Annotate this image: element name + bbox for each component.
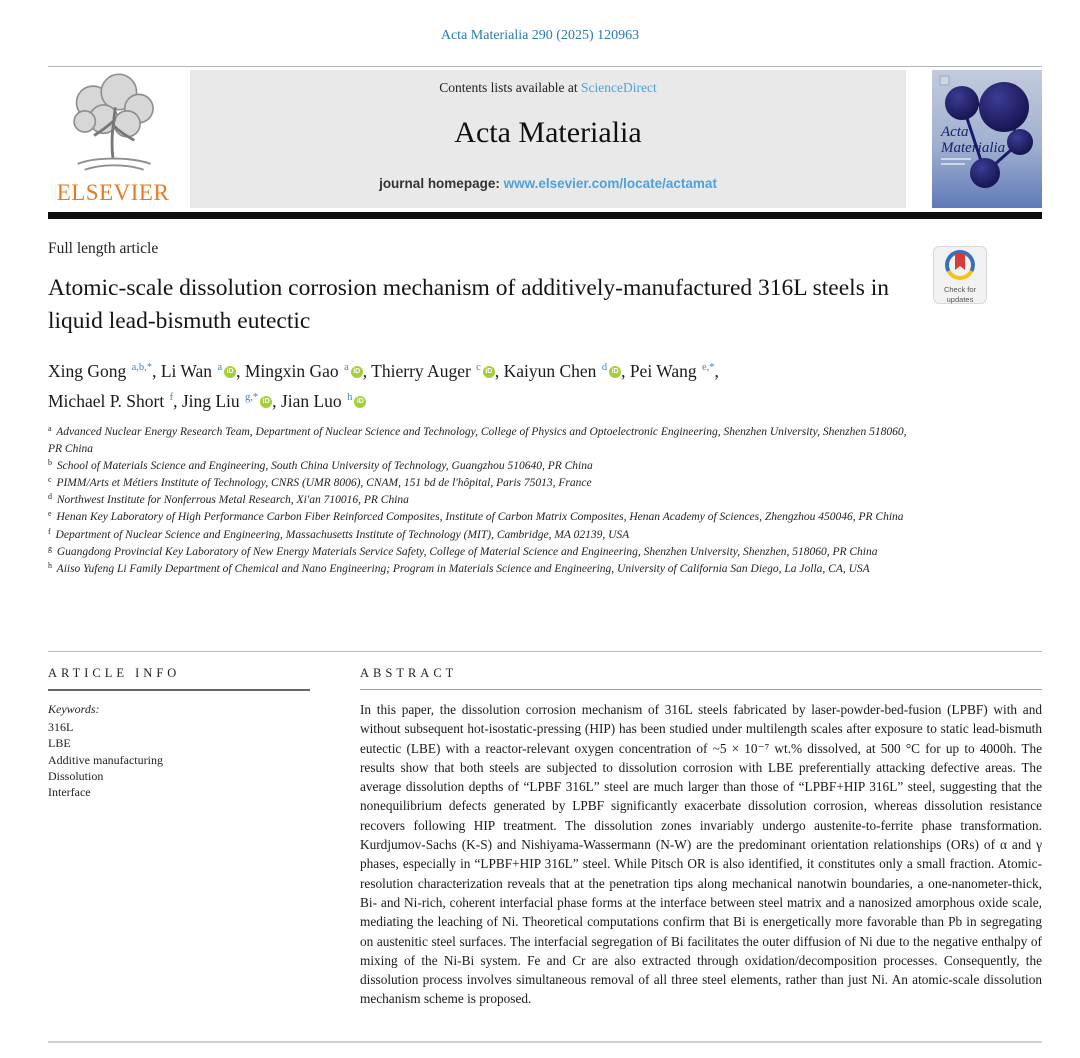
keyword-item: Interface: [48, 785, 91, 800]
check-updates-icon: [945, 250, 975, 280]
affiliation-text: PIMM/Arts et Métiers Institute of Technology, CNRS (UMR 8006), CNAM, 151 bd de l'hôpital, Paris 75013, France: [53, 476, 592, 489]
keywords-label: Keywords:: [48, 702, 100, 716]
affiliation-text: School of Materials Science and Engineering, South China University of Technology, Guangzhou 510640, PR China: [54, 459, 593, 472]
sciencedirect-link[interactable]: ScienceDirect: [581, 80, 657, 95]
affiliation-item: [48, 424, 908, 458]
affiliation-text: Northwest Institute for Nonferrous Metal Research, Xi'an 710016, PR China: [54, 494, 409, 507]
author-affiliation-superscript-link[interactable]: h: [347, 392, 353, 403]
author-name: Thierry Auger: [371, 361, 476, 381]
orcid-icon[interactable]: iD: [609, 366, 621, 378]
author: Jing Liu $^{g,*}$ iD ,: [181, 391, 281, 411]
affiliation-superscript: e: [48, 509, 52, 519]
journal-homepage-line: [190, 176, 906, 191]
abstract-rule: [360, 689, 1042, 690]
author: Kaiyun Chen $^d$ iD ,: [503, 361, 630, 381]
author-list: [48, 358, 918, 418]
keyword-item: 316L: [48, 720, 74, 734]
author-affiliation-superscript-link[interactable]: f: [169, 392, 174, 403]
elsevier-wordmark: ELSEVIER: [56, 180, 170, 205]
check-updates-label-line1: Check for: [943, 285, 977, 294]
author-name: Xing Gong: [48, 361, 131, 381]
author-name: Jian Luo: [280, 391, 347, 411]
affiliation-item: [48, 544, 908, 561]
author-name: Michael P. Short: [48, 391, 169, 411]
cover-title-line1: Acta: [941, 124, 969, 140]
author-affiliation-superscript-link[interactable]: a: [217, 362, 223, 373]
author-name: Mingxin Gao: [244, 361, 344, 381]
affiliation-text: Henan Key Laboratory of High Performance Carbon Fiber Reinforced Composites, Institute of Carbon Matrix Composites, Henan Academy of Sciences, Zhengzhou 450046, PR China: [53, 511, 904, 524]
affiliation-superscript: f: [48, 526, 51, 536]
keyword-item: Additive manufacturing: [48, 752, 163, 767]
affiliation-superscript: g: [48, 544, 52, 554]
affiliation-superscript: a: [48, 424, 52, 433]
affiliation-text: Department of Nuclear Science and Engineering, Massachusetts Institute of Technology (MIT), Cambridge, MA 02139, USA: [52, 528, 630, 541]
author-name: Kaiyun Chen: [503, 361, 601, 381]
orcid-icon[interactable]: iD: [483, 366, 495, 378]
affiliation-superscript: d: [48, 492, 52, 502]
affiliation-item: [48, 458, 908, 475]
abstract-heading: ABSTRACT: [360, 666, 458, 680]
affiliation-text: Guangdong Provincial Key Laboratory of New Energy Materials Service Safety, College of Material Science and Engineering, Shenzhen University, Shenzhen, 518060, PR China: [54, 546, 878, 559]
article-type-label: Full length article: [48, 240, 159, 257]
article-title: Atomic-scale dissolution corrosion mechanism of additively-manufactured 316L steels in liquid lead-bismuth eutectic: [48, 275, 889, 334]
author-name: Li Wan: [160, 361, 217, 381]
keyword-item: LBE: [48, 736, 71, 751]
author-affiliation-superscript-link[interactable]: d: [601, 362, 608, 373]
author-affiliation-superscript-link[interactable]: g,*: [245, 392, 259, 403]
affiliation-text: Advanced Nuclear Energy Research Team, Department of Nuclear Science and Technology, College of Physics and Optoelectronic Engineering, Shenzhen University, Shenzhen 518060, PR China: [48, 426, 907, 456]
orcid-icon[interactable]: iD: [354, 396, 366, 408]
author: Pei Wang $^{e,*}$,: [629, 361, 719, 381]
affiliation-superscript: h: [48, 561, 52, 571]
author: Xing Gong $^{a,b,*}$,: [48, 361, 161, 381]
keyword-item: Dissolution: [48, 768, 104, 783]
header-black-bar: [48, 212, 1042, 219]
journal-header-banner: [190, 70, 906, 208]
article-info-rule: [48, 689, 310, 691]
bottom-divider: [48, 1041, 1042, 1043]
affiliation-item: [48, 509, 908, 526]
affiliation-list: [48, 424, 908, 579]
journal-homepage-link[interactable]: www.elsevier.com/locate/actamat: [503, 176, 717, 191]
elsevier-tree-icon: [54, 72, 172, 178]
check-for-updates-badge[interactable]: [933, 246, 987, 304]
check-updates-label-line2: updates: [946, 294, 974, 304]
affiliation-item: [48, 561, 908, 578]
orcid-icon[interactable]: iD: [224, 366, 236, 378]
journal-cover-thumbnail: [932, 70, 1042, 208]
cover-title-line2: Materialia: [941, 140, 1006, 156]
affiliation-superscript: b: [48, 457, 52, 467]
affiliation-text: Aiiso Yufeng Li Family Department of Chemical and Nano Engineering; Program in Materials Science and Engineering, University of California San Diego, La Jolla, CA, USA: [54, 563, 870, 576]
contents-lists-line: [190, 80, 906, 96]
abstract-text: In this paper, the dissolution corrosion mechanism of 316L steels fabricated by laser-powder-bed-fusion (LPBF) with and without subsequent hot-isostatic-pressing (HIP) has been studied under multilength scales after exposure to static lead-bismuth eutectic (LBE) with a reactor-relevant oxygen concentration of ~5 × 10⁻⁷ wt.% dissolved, at 500 °C for up to 4000h. The results show that both steels are subjected to dissolution corrosion with LBE preferentially attacking defective areas. The average dissolution depths of “LPBF 316L” steel are much larger than those of “LPBF+HIP 316L” steel, suggesting that the nonequilibrium defects generated by LPBF significantly exacerbate dissolution corrosion, whereas dissolution resistance recovers following HIP treatment. The dissolution zones invariably undergo austenite-to-ferrite phase transformation. Kurdjumov-Sachs (K-S) and Nishiyama-Wassermann (N-W) are the predominant orientation relationships (ORs) of α and γ phases, especially in “LPBF+HIP 316L” steel. While Pitsch OR is also identified, it constitutes only a small fraction. Atomic-resolution characterization reveals that at the penetration tips along mechanical nanotwin boundaries, a one-nanometer-thick, Bi- and Ni-rich, coherent interfacial phase forms at the interface between steel matrix and a nanosized amorphous oxide scale, mediating the leaching of Ni. Theoretical computations confirm that Bi is energetically more favorable than Pb in segregating on austenitic steel surfaces. The interfacial segregation of Bi facilitates the outer diffusion of Ni due to the negative enthalpy of mixing of the Ni-Bi system. Fe and Cr are also extracted through oxidation/decomposition processes. Consequently, the dissolution process involves simultaneous removal of all three steel elements, rather than just Ni. An atomic-scale dissolution mechanism scheme is proposed.: [360, 702, 1042, 1007]
author: Mingxin Gao $^a$ iD ,: [244, 361, 372, 381]
orcid-icon[interactable]: iD: [351, 366, 363, 378]
author: Thierry Auger $^c$ iD ,: [371, 361, 504, 381]
contents-lists-text: Contents lists available at: [439, 80, 581, 95]
keywords-list: [48, 719, 310, 800]
author-affiliation-superscript-link[interactable]: a: [344, 362, 349, 373]
author-affiliation-superscript-link[interactable]: e,*: [702, 362, 715, 373]
homepage-label: journal homepage:: [379, 176, 504, 191]
author-affiliation-superscript-link[interactable]: a,b,*: [131, 362, 153, 373]
author-affiliation-superscript-link[interactable]: c: [476, 362, 481, 373]
affiliation-item: [48, 527, 908, 544]
orcid-icon[interactable]: iD: [260, 396, 272, 408]
section-divider: [48, 651, 1042, 652]
affiliation-superscript: c: [48, 474, 52, 484]
journal-title: Acta Materialia: [454, 116, 642, 149]
affiliation-item: [48, 475, 908, 492]
author-name: Jing Liu: [181, 391, 245, 411]
author: [281, 391, 366, 411]
author-name: Pei Wang: [629, 361, 701, 381]
elsevier-logo[interactable]: [48, 70, 178, 208]
author: Michael P. Short $^f$,: [48, 391, 182, 411]
journal-citation-link[interactable]: Acta Materialia 290 (2025) 120963: [440, 28, 640, 43]
top-divider: [48, 66, 1042, 67]
article-info-heading: ARTICLE INFO: [48, 666, 181, 680]
affiliation-item: [48, 492, 908, 509]
author: Li Wan $^a$ iD ,: [160, 361, 245, 381]
